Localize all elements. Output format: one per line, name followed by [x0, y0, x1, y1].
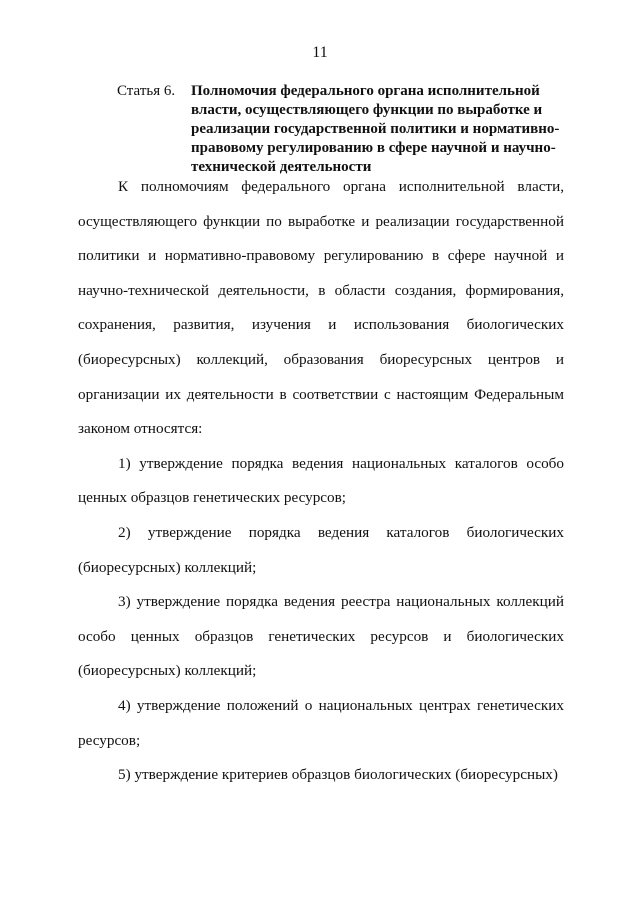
page-number: 11 — [312, 44, 328, 61]
list-item-3: 3) утверждение порядка ведения реестра национальных коллекций особо ценных образцов генетических ресурсов и биологических (биоресурсных) коллекций; — [78, 593, 564, 680]
list-item-2: 2) утверждение порядка ведения каталогов биологических (биоресурсных) коллекций; — [78, 523, 564, 576]
list-item-4: 4) утверждение положений о национальных центрах генетических ресурсов; — [78, 696, 564, 749]
list-item-5: 5) утверждение критериев образцов биологических (биоресурсных) — [118, 766, 558, 784]
article-label: Статья 6. — [117, 83, 176, 99]
list-item-1: 1) утверждение порядка ведения национальных каталогов особо ценных образцов генетических ресурсов; — [78, 454, 564, 507]
article-heading — [117, 82, 587, 177]
article-title: Полномочия федерального органа исполнительной власти, осуществляющего функции по выработке и реализации государственной политики и нормативно-правовому регулированию в сфере научной и научно-технической деятельности — [191, 83, 560, 175]
intro-paragraph: К полномочиям федерального органа исполнительной власти, осуществляющего функции по выработке и реализации государственной политики и нормативно-правовому регулированию в сфере научной и научно-технической деятельности, в области создания, формирования, сохранения, развития, изучения и использования биологических (биоресурсных) коллекций, образования биоресурсных центров и организации их деятельности в соответствии с настоящим Федеральным законом относятся: — [78, 178, 564, 438]
article-body — [78, 170, 564, 793]
